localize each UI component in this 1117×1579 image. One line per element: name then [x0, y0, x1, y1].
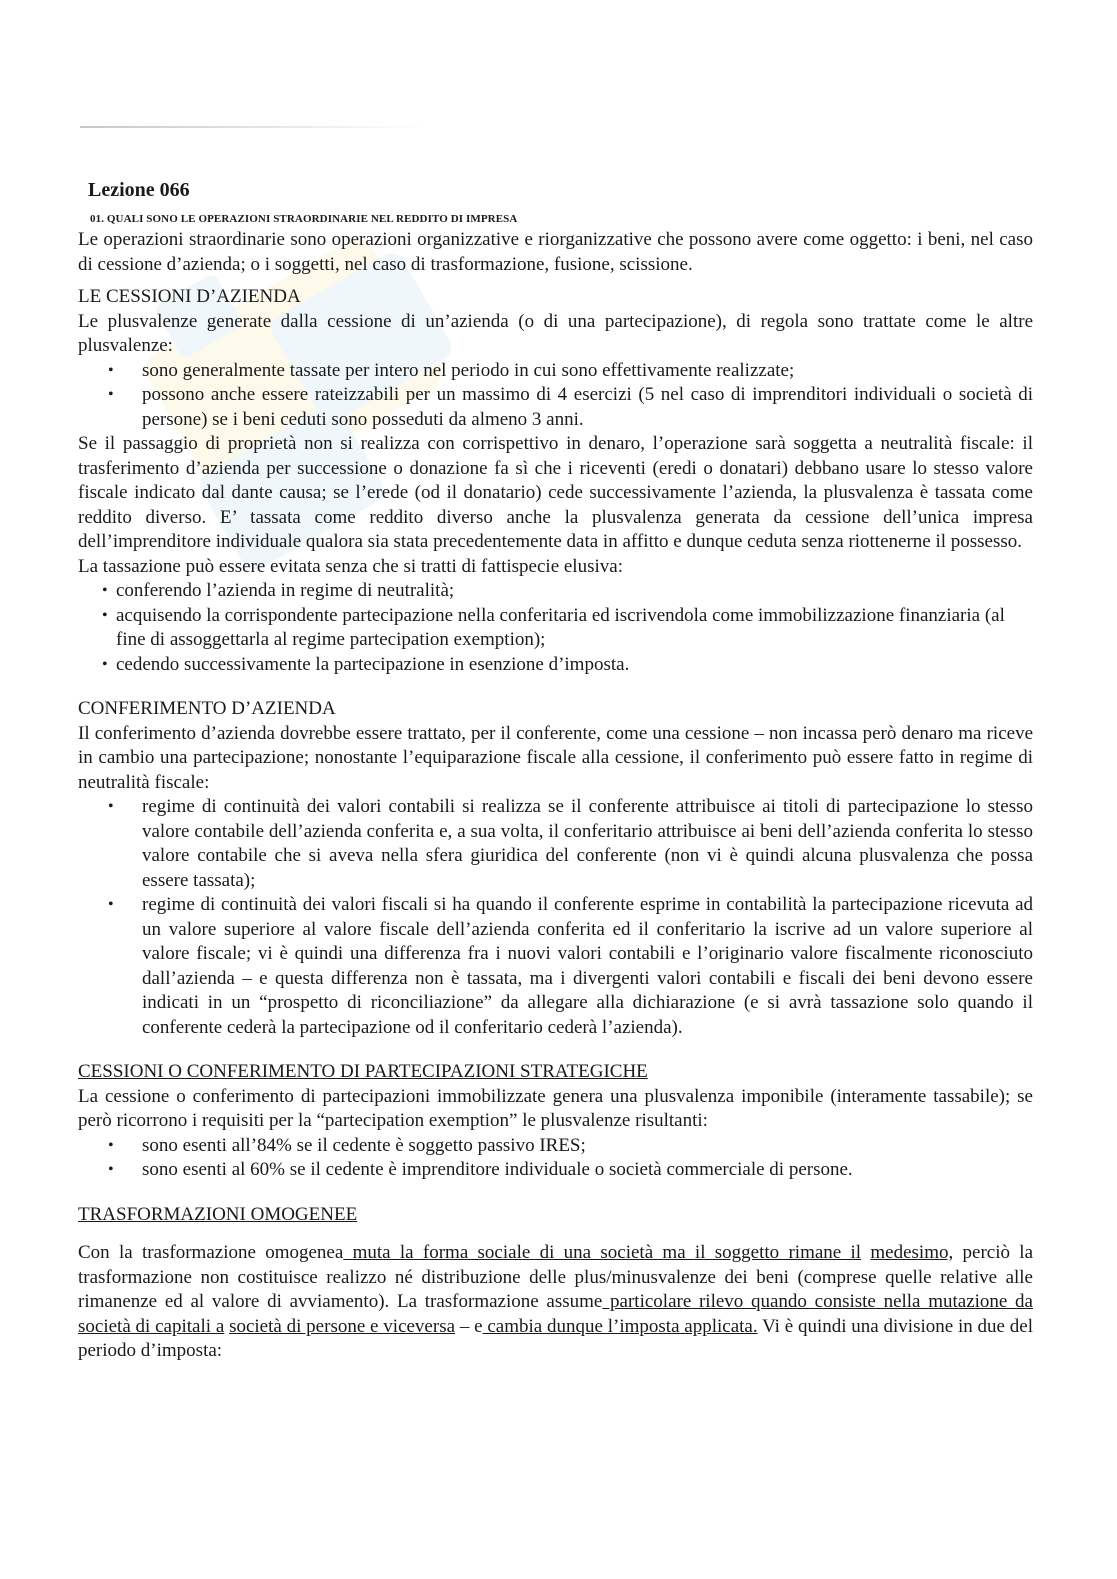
- partecipazioni-paragraph-1: La cessione o conferimento di partecipazioni immobilizzate genera una plusvalenza imponibile (interamente tassabile); se però ricorrono i requisiti per la “partecipation exemption” le plusvalenze risultanti:: [78, 1085, 1033, 1131]
- cessioni-paragraph-1: Le plusvalenze generate dalla cessione di un’azienda (o di una partecipazione), di regola sono trattate come le altre plusvalenze:: [78, 310, 1033, 356]
- list-item: • regime di continuità dei valori fiscali si ha quando il conferente esprime in contabilità la partecipazione ricevuta ad un valore superiore al valore fiscale dell’azienda conferita ed il conferitario la iscrive ad un valore superiore al valore fiscale; vi è quindi una differenza fra i nuovi valori contabili e l’originario valore fiscalmente riconosciuto dall’azienda – e questa differenza non è tassata, ma i divergenti valori contabili e fiscali dei beni devono essere indicati in un “prospetto di riconciliazione” da allegare alla dichiarazione (e si avrà tassazione solo quando il conferente cederà la partecipazione od il conferitario cederà l’azienda).: [78, 893, 1033, 1040]
- question-title: 01. QUALI SONO LE OPERAZIONI STRAORDINARIE NEL REDDITO DI IMPRESA: [90, 213, 518, 225]
- text-run: – e: [455, 1315, 483, 1337]
- list-item: • sono generalmente tassate per intero nel periodo in cui sono effettivamente realizzate;: [78, 359, 1033, 384]
- section-heading-partecipazioni: CESSIONI O CONFERIMENTO DI PARTECIPAZIONI STRATEGICHE: [78, 1061, 648, 1082]
- list-item: • regime di continuità dei valori contabili si realizza se il conferente attribuisce ai titoli di partecipazione lo stesso valore contabile dell’azienda conferita e, a sua volta, il conferitario attribuisce ai beni dell’azienda conferita lo stesso valore contabile che si aveva nella sfera giuridica del conferente (non vi è quindi alcuna plusvalenza che possa essere tassata);: [78, 795, 1033, 893]
- text-run: Con la trasformazione omogenea: [78, 1242, 344, 1263]
- cessioni-small-bullet-list: [78, 579, 1033, 677]
- conferimento-bullet-list: [78, 795, 1033, 1040]
- document-content: [78, 176, 1033, 1364]
- list-item: • cedendo successivamente la partecipazione in esenzione d’imposta.: [78, 653, 1033, 678]
- list-item: • sono esenti al 60% se il cedente è imprenditore individuale o società commerciale di persone.: [78, 1158, 1033, 1183]
- underlined-text: cambia dunque l’imposta applicata.: [482, 1315, 758, 1337]
- section-heading-trasformazioni: TRASFORMAZIONI OMOGENEE: [78, 1203, 358, 1225]
- partecipazioni-bullet-list: [78, 1134, 1033, 1183]
- text-run: [861, 1242, 870, 1263]
- list-item: • sono esenti all’84% se il cedente è soggetto passivo IRES;: [78, 1134, 1033, 1159]
- cessioni-paragraph-2: Se il passaggio di proprietà non si realizza con corrispettivo in denaro, l’operazione sarà soggetta a neutralità fiscale: il trasferimento d’azienda per successione o donazione fa sì che i riceventi (eredi o donatari) debbano usare lo stesso valore fiscale indicato dal dante causa; se l’erede (od il donatario) cede successivamente l’azienda, la plusvalenza è tassata come reddito diverso. E’ tassata come reddito diverso anche la plusvalenza generata da cessione dell’unica impresa dell’imprenditore individuale qualora sia stata precedentemente data in affitto e dunque ceduta senza riottenerne il possesso.: [78, 433, 1033, 552]
- list-item: • acquisendo la corrispondente partecipazione nella conferitaria ed iscrivendola come immobilizzazione finanziaria (al fine di assoggettarla al regime partecipation exemption);: [78, 604, 1033, 653]
- underlined-text: società di persone e viceversa: [229, 1315, 456, 1337]
- cessioni-bullet-list: [78, 359, 1033, 433]
- section-heading-conferimento: CONFERIMENTO D’AZIENDA: [78, 698, 336, 719]
- trasformazioni-paragraph: [78, 1241, 1033, 1364]
- list-item: • possono anche essere rateizzabili per un massimo di 4 esercizi (5 nel caso di imprenditori individuali o società di persone) se i beni ceduti sono posseduti da almeno 3 anni.: [78, 383, 1033, 432]
- section-heading-cessioni: LE CESSIONI D’AZIENDA: [78, 286, 301, 307]
- cessioni-paragraph-3: La tassazione può essere evitata senza che si tratti di fattispecie elusiva:: [78, 555, 623, 577]
- underlined-text: muta la forma sociale di una società ma il soggetto rimane il: [343, 1242, 862, 1263]
- scan-artifact-line: [80, 126, 425, 128]
- lesson-title: Lezione 066: [88, 179, 190, 201]
- list-item: • conferendo l’azienda in regime di neutralità;: [78, 579, 1033, 604]
- text-run: Vi è quindi una divisione in due del periodo d’imposta:: [78, 1315, 1033, 1361]
- conferimento-paragraph-1: Il conferimento d’azienda dovrebbe essere trattato, per il conferente, come una cessione – non incassa però denaro ma riceve in cambio una partecipazione; nonostante l’equiparazione fiscale alla cessione, il conferimento può essere fatto in regime di neutralità fiscale:: [78, 722, 1033, 793]
- underlined-text: medesimo,: [870, 1242, 954, 1263]
- intro-paragraph: Le operazioni straordinarie sono operazioni organizzative e riorganizzative che possono avere come oggetto: i beni, nel caso di cessione d’azienda; o i soggetti, nel caso di trasformazione, fusione, scissione.: [78, 229, 1033, 275]
- text-run: perciò la trasformazione non costituisce realizzo né distribuzione delle plus/minusvalenze dei beni (comprese quelle relative alle rimanenze ed al valore di avviamento). La trasformazione assume: [78, 1242, 1034, 1312]
- underlined-text: particolare rilevo quando consiste nella mutazione da società di capitali a: [78, 1291, 1033, 1337]
